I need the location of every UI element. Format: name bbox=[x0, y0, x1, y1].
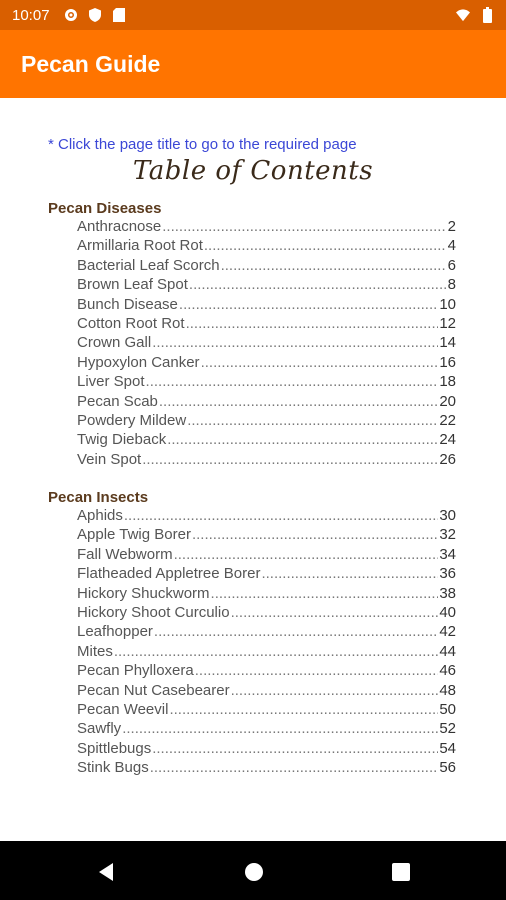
toc-entry[interactable] bbox=[77, 682, 456, 701]
dot-leader bbox=[152, 334, 438, 351]
toc-entry[interactable] bbox=[77, 643, 456, 662]
toc-entry-label: Leafhopper bbox=[77, 623, 153, 641]
toc-entry-label: Cotton Root Rot bbox=[77, 314, 185, 332]
toc-entry[interactable] bbox=[77, 354, 456, 373]
toc-entry-label: Pecan Nut Casebearer bbox=[77, 681, 230, 699]
toc-entry-page-number: 16 bbox=[439, 353, 456, 371]
toc-entry-label: Pecan Weevil bbox=[77, 700, 169, 718]
toc-entry-page-number: 4 bbox=[447, 237, 456, 255]
section-heading-insects: Pecan Insects bbox=[48, 489, 149, 506]
toc-entry-page-number: 24 bbox=[439, 431, 456, 449]
dot-leader bbox=[189, 276, 447, 293]
toc-entry-label: Armillaria Root Rot bbox=[77, 237, 203, 255]
toc-entry-page-number: 8 bbox=[447, 276, 456, 294]
wifi-icon bbox=[456, 8, 470, 22]
toc-entry[interactable] bbox=[77, 701, 456, 720]
status-time: 10:07 bbox=[12, 6, 50, 24]
toc-entry-page-number: 6 bbox=[447, 256, 456, 274]
toc-entry[interactable] bbox=[77, 373, 456, 392]
toc-entry-label: Liver Spot bbox=[77, 373, 145, 391]
toc-entry[interactable] bbox=[77, 451, 456, 470]
toc-entry[interactable] bbox=[77, 526, 456, 545]
dot-leader bbox=[142, 451, 438, 468]
dot-leader bbox=[159, 393, 438, 410]
dot-leader bbox=[195, 662, 439, 679]
toc-entry-page-number: 22 bbox=[439, 411, 456, 429]
toc-entry-page-number: 2 bbox=[447, 218, 456, 235]
dot-leader bbox=[221, 257, 447, 274]
toc-entry-label: Stink Bugs bbox=[77, 759, 149, 777]
dot-leader bbox=[179, 296, 438, 313]
toc-entry-label: Crown Gall bbox=[77, 334, 152, 352]
toc-entry-label: Vein Spot bbox=[77, 450, 142, 468]
dot-leader bbox=[174, 546, 439, 563]
shield-icon bbox=[88, 8, 102, 22]
toc-entry[interactable] bbox=[77, 257, 456, 276]
dot-leader bbox=[187, 412, 438, 429]
toc-entry-label: Hypoxylon Canker bbox=[77, 353, 200, 371]
toc-entry[interactable] bbox=[77, 720, 456, 739]
toc-entry-page-number: 52 bbox=[439, 720, 456, 738]
toc-entry-label: Pecan Phylloxera bbox=[77, 662, 194, 680]
toc-entry-page-number: 36 bbox=[439, 565, 456, 583]
home-icon[interactable] bbox=[243, 861, 265, 883]
dot-leader bbox=[211, 585, 439, 602]
toc-entry-label: Hickory Shuckworm bbox=[77, 584, 210, 602]
toc-list-diseases bbox=[77, 218, 456, 470]
toc-entry-label: Mites bbox=[77, 642, 113, 660]
toc-entry-page-number: 44 bbox=[439, 642, 456, 660]
dot-leader bbox=[231, 682, 439, 699]
toc-entry-page-number: 42 bbox=[439, 623, 456, 641]
dot-leader bbox=[192, 526, 438, 543]
toc-entry-page-number: 30 bbox=[439, 507, 456, 524]
status-right bbox=[456, 8, 494, 22]
toc-entry-label: Powdery Mildew bbox=[77, 411, 187, 429]
toc-entry-page-number: 14 bbox=[439, 334, 456, 352]
toc-entry-page-number: 32 bbox=[439, 526, 456, 544]
recents-icon[interactable] bbox=[390, 861, 412, 883]
back-icon[interactable] bbox=[95, 861, 117, 883]
toc-entry[interactable] bbox=[77, 507, 456, 526]
toc-entry-page-number: 10 bbox=[439, 295, 456, 313]
toc-entry[interactable] bbox=[77, 315, 456, 334]
toc-entry-page-number: 48 bbox=[439, 681, 456, 699]
dot-leader bbox=[169, 701, 438, 718]
toc-entry[interactable] bbox=[77, 237, 456, 256]
app-title: Pecan Guide bbox=[21, 50, 161, 77]
toc-entry-label: Aphids bbox=[77, 507, 123, 524]
toc-entry[interactable] bbox=[77, 546, 456, 565]
dot-leader bbox=[201, 354, 439, 371]
sd-card-icon bbox=[112, 8, 126, 22]
dot-leader bbox=[150, 759, 439, 776]
section-heading-diseases: Pecan Diseases bbox=[48, 200, 162, 217]
toc-entry[interactable] bbox=[77, 412, 456, 431]
dot-leader bbox=[204, 237, 447, 254]
toc-entry-label: Flatheaded Appletree Borer bbox=[77, 565, 261, 583]
toc-entry-page-number: 50 bbox=[439, 700, 456, 718]
toc-entry-label: Bunch Disease bbox=[77, 295, 178, 313]
toc-entry-label: Hickory Shoot Curculio bbox=[77, 603, 230, 621]
dot-leader bbox=[152, 740, 438, 757]
dot-leader bbox=[162, 218, 446, 235]
toc-entry-label: Sawfly bbox=[77, 720, 122, 738]
dot-leader bbox=[186, 315, 439, 332]
toc-entry-page-number: 46 bbox=[439, 662, 456, 680]
page-title: Table of Contents bbox=[132, 156, 374, 186]
toc-entry-label: Bacterial Leaf Scorch bbox=[77, 256, 220, 274]
toc-entry[interactable] bbox=[77, 393, 456, 412]
toc-entry[interactable] bbox=[77, 218, 456, 237]
toc-entry-label: Apple Twig Borer bbox=[77, 526, 191, 544]
battery-icon bbox=[480, 8, 494, 22]
app-bar bbox=[0, 30, 506, 98]
toc-entry[interactable] bbox=[77, 623, 456, 642]
toc-entry[interactable] bbox=[77, 565, 456, 584]
toc-entry[interactable] bbox=[77, 431, 456, 450]
toc-entry-page-number: 40 bbox=[439, 603, 456, 621]
toc-entry-page-number: 12 bbox=[439, 314, 456, 332]
toc-entry[interactable] bbox=[77, 740, 456, 759]
toc-entry[interactable] bbox=[77, 296, 456, 315]
dot-leader bbox=[146, 373, 439, 390]
dot-leader bbox=[154, 623, 438, 640]
toc-entry-label: Brown Leaf Spot bbox=[77, 276, 188, 294]
toc-entry-label: Twig Dieback bbox=[77, 431, 167, 449]
dot-leader bbox=[167, 431, 438, 448]
toc-entry[interactable] bbox=[77, 276, 456, 295]
dot-leader bbox=[231, 604, 439, 621]
toc-entry-page-number: 54 bbox=[439, 739, 456, 757]
toc-content bbox=[0, 98, 506, 841]
toc-entry-page-number: 20 bbox=[439, 392, 456, 410]
toc-entry-label: Pecan Scab bbox=[77, 392, 158, 410]
toc-entry-label: Anthracnose bbox=[77, 218, 162, 235]
navigation-bar bbox=[0, 841, 506, 900]
toc-entry-label: Fall Webworm bbox=[77, 545, 173, 563]
dot-leader bbox=[114, 643, 438, 660]
hint-text: * Click the page title to go to the required page bbox=[48, 136, 357, 153]
toc-entry-page-number: 26 bbox=[439, 450, 456, 468]
dot-leader bbox=[124, 507, 438, 524]
toc-list-insects bbox=[77, 507, 456, 778]
status-bar bbox=[0, 0, 506, 30]
toc-entry[interactable] bbox=[77, 334, 456, 353]
gear-icon bbox=[64, 8, 78, 22]
toc-entry-page-number: 38 bbox=[439, 584, 456, 602]
toc-entry-label: Spittlebugs bbox=[77, 739, 152, 757]
toc-entry[interactable] bbox=[77, 662, 456, 681]
toc-entry-page-number: 18 bbox=[439, 373, 456, 391]
toc-entry[interactable] bbox=[77, 585, 456, 604]
toc-entry-page-number: 56 bbox=[439, 759, 456, 777]
toc-entry-page-number: 34 bbox=[439, 545, 456, 563]
toc-entry[interactable] bbox=[77, 759, 456, 778]
dot-leader bbox=[261, 565, 438, 582]
toc-entry[interactable] bbox=[77, 604, 456, 623]
dot-leader bbox=[122, 720, 438, 737]
